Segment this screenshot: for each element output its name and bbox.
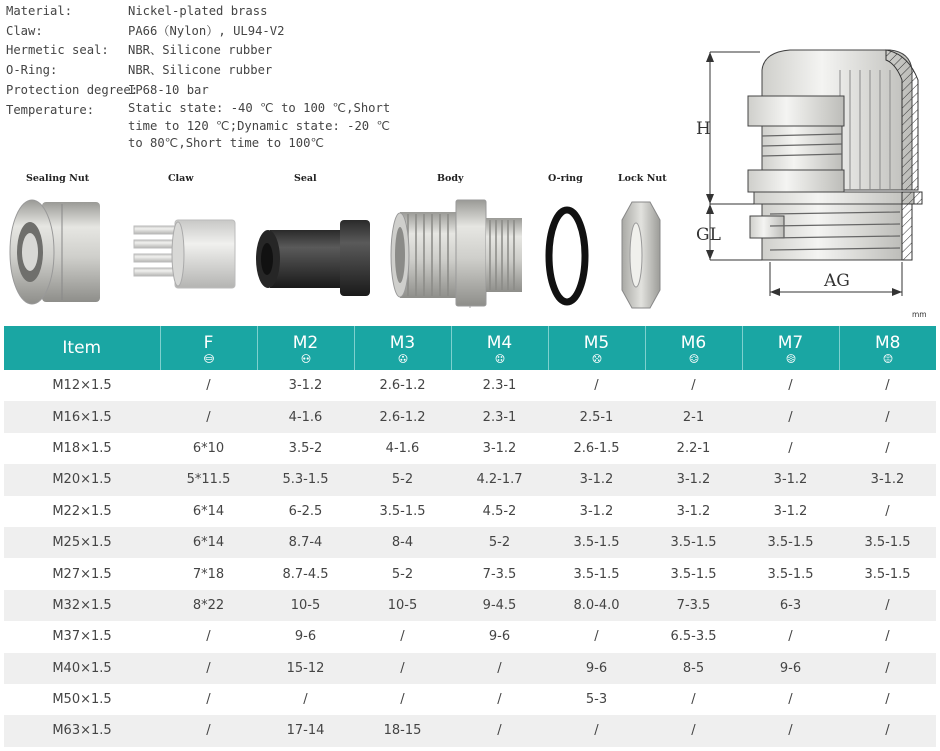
table-cell: / — [742, 715, 839, 746]
table-cell: / — [400, 629, 405, 645]
table-cell: 8*22 — [160, 590, 257, 621]
table-body — [4, 370, 936, 747]
item-cell: M12×1.5 — [52, 378, 112, 394]
item-cell: M40×1.5 — [4, 653, 160, 684]
table-cell: 17-14 — [257, 715, 354, 746]
header-label: M8 — [875, 332, 901, 353]
table-cell: / — [839, 401, 936, 432]
table-row — [4, 464, 936, 495]
table-cell: / — [885, 629, 890, 645]
header-m7 — [742, 326, 839, 370]
seal-insert-m2-icon — [301, 354, 311, 363]
table-cell: / — [885, 503, 890, 519]
table-cell: / — [160, 401, 257, 432]
header-label: Item — [62, 338, 102, 358]
table-cell: / — [354, 653, 451, 684]
spec-value: PA66（Nylon）, UL94-V2 — [128, 23, 285, 38]
table-cell: 5-3 — [585, 692, 608, 708]
table-cell: / — [645, 715, 742, 746]
item-cell: M32×1.5 — [4, 590, 160, 621]
table-cell: 3.5-1.5 — [767, 566, 814, 582]
table-cell: 3-1.2 — [742, 464, 839, 495]
sealing-nut-image — [10, 200, 100, 304]
table-cell: 6*14 — [160, 527, 257, 558]
part-label-o-ring: O-ring — [548, 173, 583, 184]
table-cell: / — [206, 378, 211, 394]
table-cell: / — [839, 653, 936, 684]
table-cell: 9-6 — [294, 629, 317, 645]
cable-range-table — [4, 326, 936, 747]
table-cell: / — [451, 653, 548, 684]
spec-o-ring — [6, 61, 406, 81]
table-cell: / — [451, 715, 548, 746]
seal-insert-m3-icon — [398, 354, 408, 363]
spec-value: NBR、Silicone rubber — [128, 43, 273, 58]
table-cell: 18-15 — [354, 715, 451, 746]
table-cell: 2.5-1 — [548, 401, 645, 432]
dimension-h-label: H — [696, 119, 711, 139]
table-cell: 2-1 — [645, 401, 742, 432]
table-cell: 5-2 — [451, 527, 548, 558]
table-row — [4, 590, 936, 621]
seal-image — [256, 220, 370, 296]
part-label-claw: Claw — [168, 173, 194, 184]
table-header-row — [4, 326, 936, 370]
header-f — [160, 326, 257, 370]
item-cell: M16×1.5 — [4, 401, 160, 432]
table-cell: / — [788, 440, 793, 456]
table-row — [4, 558, 936, 589]
table-cell: / — [206, 692, 211, 708]
table-row — [4, 433, 936, 464]
table-cell: 6-3 — [742, 590, 839, 621]
table-cell: 3.5-2 — [288, 440, 323, 456]
spec-claw — [6, 22, 406, 42]
table-cell: 3.5-1.5 — [573, 566, 620, 582]
header-label: M3 — [389, 332, 416, 353]
seal-insert-m7-icon — [786, 354, 796, 363]
table-cell: / — [594, 378, 599, 394]
header-label: F — [203, 332, 214, 353]
dimension-diagram — [690, 40, 930, 300]
item-cell: M27×1.5 — [52, 566, 112, 582]
table-row — [4, 401, 936, 432]
table-cell: / — [885, 440, 890, 456]
table-cell: 6*14 — [192, 503, 225, 519]
table-cell: 7-3.5 — [482, 566, 517, 582]
table-cell: / — [400, 692, 405, 708]
header-label: M4 — [486, 332, 513, 353]
header-m3 — [354, 326, 451, 370]
seal-insert-m5-icon — [592, 354, 602, 363]
table-cell: 3-1.2 — [288, 378, 323, 394]
seal-insert-m6-icon — [689, 354, 699, 363]
table-cell: 3.5-1.5 — [742, 527, 839, 558]
seal-insert-f-icon — [204, 354, 214, 363]
header-label: M6 — [680, 332, 707, 353]
table-cell: 8.7-4 — [257, 527, 354, 558]
table-cell: 10-5 — [354, 590, 451, 621]
table-cell: 3.5-1.5 — [670, 566, 717, 582]
header-m2 — [257, 326, 354, 370]
table-cell: 3.5-1.5 — [645, 527, 742, 558]
spec-value: NBR、Silicone rubber — [128, 63, 273, 78]
table-cell: / — [303, 692, 308, 708]
table-cell: / — [788, 378, 793, 394]
table-cell: 2.6-1.2 — [379, 378, 426, 394]
item-cell: M25×1.5 — [4, 527, 160, 558]
table-cell: 2.6-1.2 — [354, 401, 451, 432]
table-cell: / — [691, 378, 696, 394]
spec-label: Claw: — [6, 23, 43, 38]
table-cell: 4.2-1.7 — [451, 464, 548, 495]
item-cell: M37×1.5 — [52, 629, 112, 645]
table-cell: / — [788, 629, 793, 645]
seal-insert-m4-icon — [495, 354, 505, 363]
spec-label: Hermetic seal: — [6, 43, 109, 58]
table-row — [4, 715, 936, 746]
item-cell: M63×1.5 — [4, 715, 160, 746]
table-cell: / — [839, 590, 936, 621]
spec-hermetic-seal — [6, 41, 406, 61]
table-cell: 3.5-1.5 — [379, 503, 426, 519]
seal-insert-m8-icon — [883, 354, 893, 363]
header-label: M5 — [583, 332, 610, 353]
part-label-lock-nut: Lock Nut — [618, 173, 667, 184]
table-cell: / — [160, 653, 257, 684]
table-cell: 3-1.2 — [482, 440, 517, 456]
dimension-ag-label: AG — [824, 271, 850, 291]
table-cell: 7*18 — [192, 566, 225, 582]
table-row — [4, 370, 936, 401]
table-cell: 6-2.5 — [288, 503, 323, 519]
o-ring-image — [549, 210, 585, 302]
table-cell: 2.3-1 — [451, 401, 548, 432]
table-cell: 3-1.2 — [676, 503, 711, 519]
header-item — [4, 326, 160, 370]
table-row — [4, 621, 936, 652]
table-cell: 9-6 — [548, 653, 645, 684]
table-cell: 7-3.5 — [645, 590, 742, 621]
dimension-gl-label: GL — [696, 225, 721, 245]
body-image — [391, 200, 522, 308]
table-cell: / — [885, 692, 890, 708]
table-cell: 9-4.5 — [451, 590, 548, 621]
spec-material — [6, 2, 406, 22]
table-cell: 3-1.2 — [548, 464, 645, 495]
spec-label: Protection degree: — [6, 82, 139, 97]
table-cell: 5-2 — [391, 566, 414, 582]
table-cell: 8-5 — [645, 653, 742, 684]
table-cell: 10-5 — [257, 590, 354, 621]
table-cell: 4-1.6 — [385, 440, 420, 456]
table-row — [4, 684, 936, 715]
spec-label: O-Ring: — [6, 63, 58, 78]
table-cell: 8-4 — [354, 527, 451, 558]
header-m6 — [645, 326, 742, 370]
specifications — [6, 2, 406, 150]
table-cell: / — [160, 715, 257, 746]
table-cell: 6.5-3.5 — [670, 629, 717, 645]
parts-illustration — [0, 190, 690, 315]
table-cell: / — [206, 629, 211, 645]
table-cell: 3-1.2 — [579, 503, 614, 519]
table-cell: 3-1.2 — [773, 503, 808, 519]
spec-value: Static state: -40 ℃ to 100 ℃,Short time to 120 ℃;Dynamic state: -20 ℃ to 80℃,Short time to 100℃ — [128, 101, 391, 150]
table-cell: / — [788, 692, 793, 708]
part-label-sealing-nut: Sealing Nut — [26, 173, 90, 184]
claw-image — [134, 220, 235, 288]
table-row — [4, 496, 936, 527]
header-m4 — [451, 326, 548, 370]
item-cell: M18×1.5 — [52, 440, 112, 456]
spec-protection-degree — [6, 81, 406, 101]
item-cell: M50×1.5 — [52, 692, 112, 708]
table-cell: 3-1.2 — [645, 464, 742, 495]
table-cell: / — [885, 378, 890, 394]
table-cell: 3-1.2 — [839, 464, 936, 495]
item-cell: M22×1.5 — [52, 503, 112, 519]
table-cell: 9-6 — [742, 653, 839, 684]
header-label: M2 — [292, 332, 319, 353]
spec-label: Material: — [6, 4, 73, 18]
part-label-body: Body — [437, 173, 464, 184]
header-m8 — [839, 326, 936, 370]
table-cell: / — [548, 715, 645, 746]
table-cell: 3.5-1.5 — [548, 527, 645, 558]
table-cell: 8.0-4.0 — [548, 590, 645, 621]
item-cell: M20×1.5 — [4, 464, 160, 495]
table-cell: 15-12 — [257, 653, 354, 684]
header-label: M7 — [777, 332, 804, 353]
spec-value: IP68-10 bar — [128, 82, 209, 97]
table-cell: / — [497, 692, 502, 708]
unit-label: mm — [912, 310, 927, 319]
table-cell: 2.2-1 — [676, 440, 711, 456]
table-cell: 3.5-1.5 — [839, 527, 936, 558]
spec-label: Temperature: — [6, 102, 95, 117]
table-cell: / — [594, 629, 599, 645]
table-row — [4, 653, 936, 684]
table-cell: 5.3-1.5 — [257, 464, 354, 495]
table-row — [4, 527, 936, 558]
part-label-seal: Seal — [294, 173, 317, 184]
table-cell: 3.5-1.5 — [864, 566, 911, 582]
lock-nut-image — [622, 202, 660, 308]
table-cell: 6*10 — [192, 440, 225, 456]
table-cell: 4-1.6 — [257, 401, 354, 432]
table-cell: 5-2 — [354, 464, 451, 495]
spec-value: Nickel-plated brass — [128, 4, 268, 18]
table-cell: 2.3-1 — [482, 378, 517, 394]
table-cell: / — [742, 401, 839, 432]
table-cell: 2.6-1.5 — [573, 440, 620, 456]
header-m5 — [548, 326, 645, 370]
table-cell: / — [691, 692, 696, 708]
table-cell: 5*11.5 — [160, 464, 257, 495]
table-cell: 8.7-4.5 — [282, 566, 329, 582]
table-cell: / — [839, 715, 936, 746]
table-cell: 4.5-2 — [482, 503, 517, 519]
table-cell: 9-6 — [488, 629, 511, 645]
